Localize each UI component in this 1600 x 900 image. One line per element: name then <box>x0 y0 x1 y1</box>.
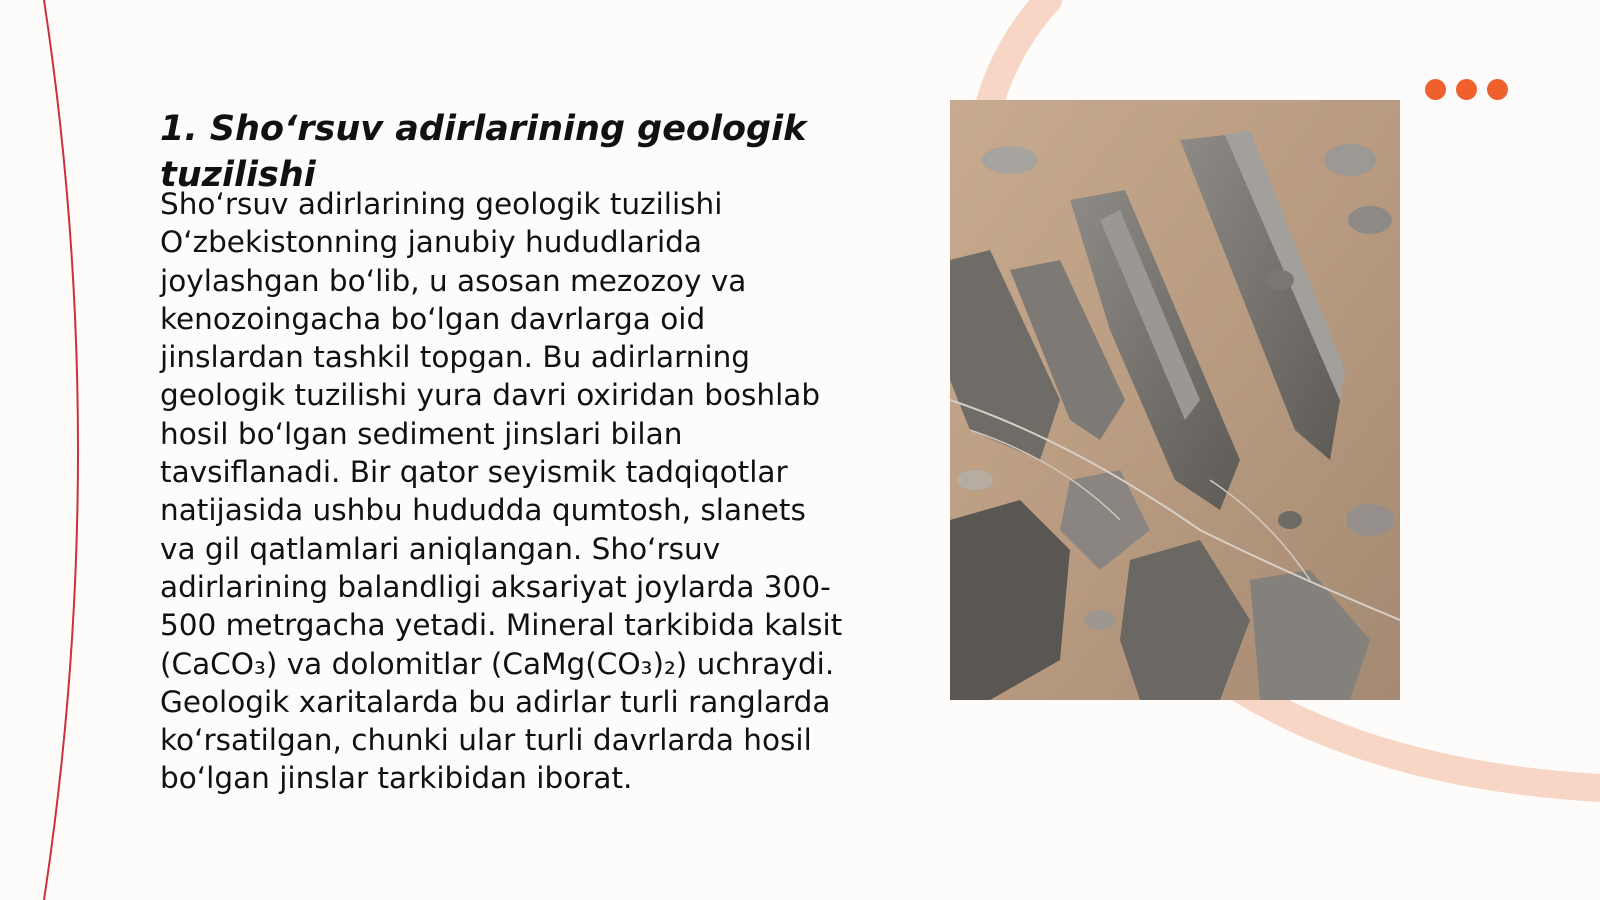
rock-outcrop-photo <box>950 100 1400 700</box>
dot <box>1456 79 1477 100</box>
three-dots-icon <box>1425 79 1508 100</box>
dot <box>1487 79 1508 100</box>
slide-body-text: Sho‘rsuv adirlarining geologik tuzilishi O‘zbekistonning janubiy hududlarida joylashgan bo‘lib, u asosan mezozoy va kenozoingacha bo‘lgan davrlarga oid jinslardan tashkil topgan. Bu adirlarning geologik tuzilishi yura davri oxiridan boshlab hosil bo‘lgan sediment jinslari bilan tavsiflanadi. Bir qator seyismik tadqiqotlar natijasida ushbu hududda qumtosh, slanets va gil qatlamlari aniqlangan. Sho‘rsuv adirlarining balandligi aksariyat joylarda 300-500 metrgacha yetadi. Mineral tarkibida kalsit (CaCO₃) va dolomitlar (CaMg(CO₃)₂) uchraydi. Geologik xaritalarda bu adirlar turli ranglarda ko‘rsatilgan, chunki ular turli davrlarda hosil bo‘lgan jinslar tarkibidan iborat. <box>160 187 843 796</box>
left-border-curve <box>44 0 78 900</box>
slide-title: 1. Sho‘rsuv adirlarining geologik tuzilishi <box>160 109 807 195</box>
dot <box>1425 79 1446 100</box>
